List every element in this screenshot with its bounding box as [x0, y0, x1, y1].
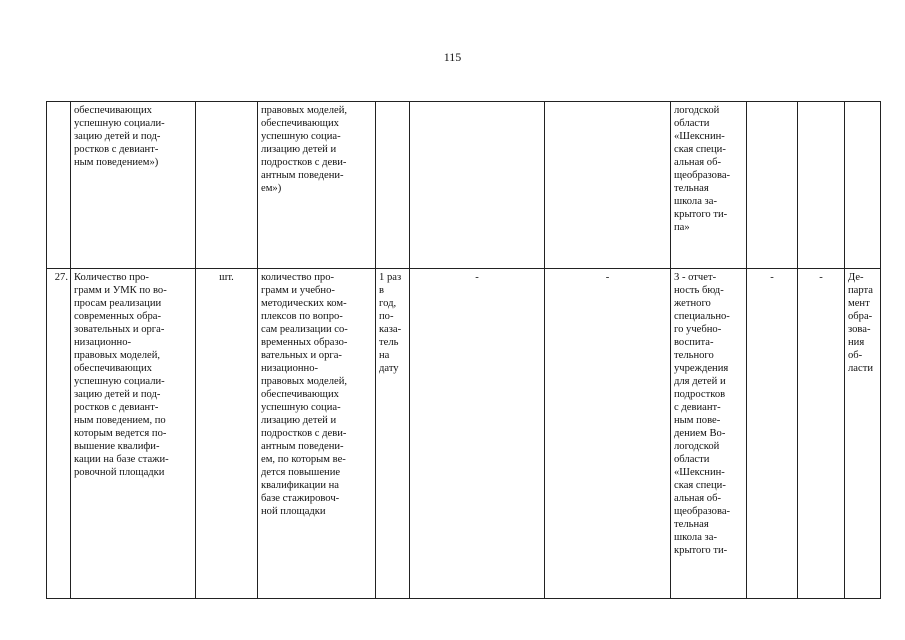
indicator-name-cell: обеспечивающих успешную социали- зацию детей и под- ростков с девиант- ным поведением») [71, 102, 196, 269]
coverage-cell [798, 102, 845, 269]
formula-cell: - [410, 269, 545, 599]
indicator-name-cell: Количество про- грамм и УМК по во- просам реализации современных обра- зовательных и орга- низационно- правовых моделей, обеспечивающих успешную социали- зацию детей и под- ростков с девиант- ным поведением, по которым ведется по- вышение квалифи- кации на базе стажи- ровочной площадки [71, 269, 196, 599]
responsible-cell: Де- парта мент обра- зова- ния об- ласти [845, 269, 881, 599]
definition-cell: правовых моделей, обеспечивающих успешную социа- лизацию детей и подростков с деви- антным поведени- ем») [258, 102, 376, 269]
indicators-table [46, 101, 881, 599]
row-number-cell: 27. [47, 269, 71, 599]
data-source-cell: 3 - отчет- ность бюд- жетного специально- го учебно- воспита- тельного учреждения для детей и подростков с девиант- ным пове- дением Во- логодской области «Шекснин- ская специ- альная об- щеобразова- тельная школа за- крытого ти- [671, 269, 747, 599]
periodicity-cell [376, 102, 410, 269]
observation-unit-cell [747, 102, 798, 269]
unit-cell [196, 102, 258, 269]
observation-unit-cell: - [747, 269, 798, 599]
formula-cell [410, 102, 545, 269]
table-row [47, 102, 881, 269]
basic-indicators-cell [545, 102, 671, 269]
row-number-cell [47, 102, 71, 269]
definition-cell: количество про- грамм и учебно- методических ком- плексов по вопро- сам реализации со- временных образо- вательных и орга- низационно- правовых моделей, обеспечивающих успешную социа- лизацию детей и подростков с деви- антным поведени- ем, по которым ве- дется повышение квалификации на базе стажировоч- ной площадки [258, 269, 376, 599]
page-number: 115 [443, 50, 462, 64]
data-source-cell: логодской области «Шекснин- ская специ- альная об- щеобразова- тельная школа за- крытого ти- па» [671, 102, 747, 269]
responsible-cell [845, 102, 881, 269]
unit-cell: шт. [196, 269, 258, 599]
coverage-cell: - [798, 269, 845, 599]
table-row [47, 269, 881, 599]
basic-indicators-cell: - [545, 269, 671, 599]
periodicity-cell: 1 раз в год, по- каза- тель на дату [376, 269, 410, 599]
